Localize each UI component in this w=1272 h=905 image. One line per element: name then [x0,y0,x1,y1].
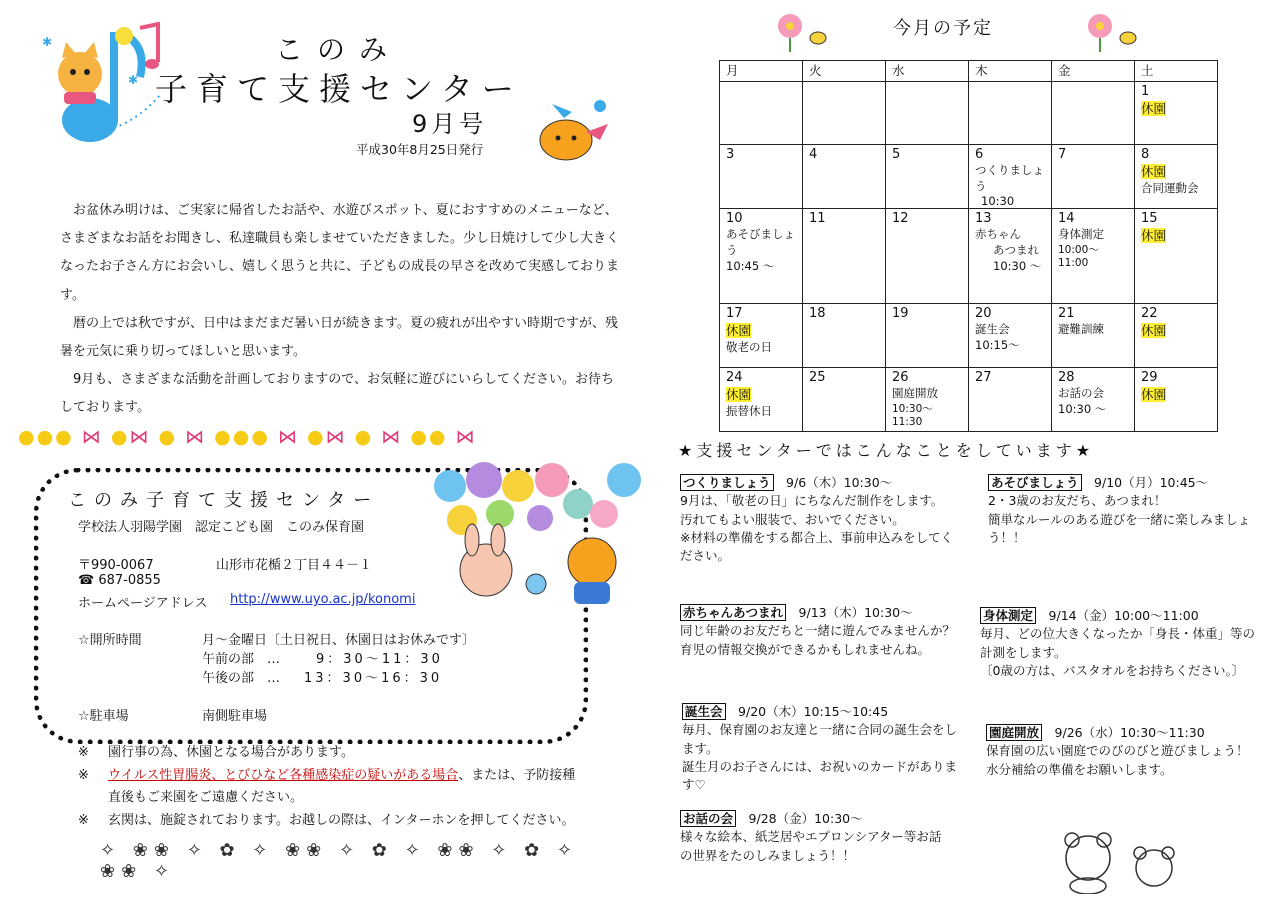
intro-paragraph: お盆休み明けは、ご実家に帰省したお話や、水遊びスポット、夏におすすめのメニューなど、さまざまなお話をお聞きし、私達職員も楽しませていただきました。少し日焼けして少し大きくなったお子さん方にお会いし、嬉しく思うと共に、子どもの成長の早さを改めて実感しております。 [60,203,620,303]
date: 3 [726,147,735,162]
activity-desc: 毎月、保育園のお友達と一緒に合同の誕生会をします。 [682,722,958,756]
calendar-cell [803,304,886,368]
activity-garden [986,724,1260,779]
note-mark: ※ [78,745,89,760]
event: 身体測定 [1058,227,1104,241]
date: 21 [1058,306,1075,321]
date: 8 [1141,147,1150,162]
activity-birthday [682,703,964,794]
activity-title: 園庭開放 [986,724,1042,741]
day-header: 火 [803,61,886,82]
calendar-cell [803,368,886,432]
calendar-cell [886,209,969,304]
calendar-table [719,60,1218,432]
closed-badge: 休園 [1141,101,1167,116]
activity-title: 誕生会 [682,703,726,720]
calendar-cell [1135,82,1218,145]
closed-badge: 休園 [1141,164,1167,179]
title-line1: このみ [275,33,402,66]
event: 振替休日 [726,404,772,418]
calendar-cell [803,82,886,145]
center-name: このみ子育て支援センター [68,490,380,511]
activity-desc: 同じ年齢のお友だちと一緒に遊んでみませんか？ [680,623,956,639]
activity-desc: 保育園の広い園庭でのびのびと遊びましょう！ [986,743,1249,759]
homepage-link[interactable]: http://www.uyo.ac.jp/konomi [230,592,416,607]
closed-badge: 休園 [1141,387,1167,402]
calendar-cell [720,304,803,368]
calendar-cell [969,304,1052,368]
activity-story [680,810,950,865]
event: あそびましょう [726,227,795,257]
intro-paragraph: 9月も、さまざまな活動を計画しておりますので、お気軽に遊びにいらしてください。お待ちしております。 [60,372,615,416]
date: 7 [1058,147,1067,162]
calendar-title: 今月の予定 [893,18,993,39]
date: 25 [809,370,826,385]
chick-ribbon-border: ●●● ⋈ ●⋈ ● ⋈ ●●● ⋈ ●⋈ ● ⋈ ●● ⋈ [18,426,477,448]
day-header: 水 [886,61,969,82]
bears-illustration [1046,828,1196,894]
center-phone: ☎ 687-0855 [78,573,161,588]
calendar-cell [1135,209,1218,304]
event: 避難訓練 [1058,322,1104,336]
flower-bee-icon [1082,8,1144,54]
hours-pm: 13：30～16：30 [304,671,443,686]
activity-desc: 〔0歳の方は、バスタオルをお持ちください。〕 [980,662,1245,678]
event: つくりましょう [975,163,1044,193]
closed-badge: 休園 [1141,323,1167,338]
activity-desc: 誕生月のお子さんには、お祝いのカードがあります♡ [682,758,958,793]
calendar-cell [886,145,969,209]
event-time: 10:30 ～ [1058,402,1107,416]
calendar-cell [1052,82,1135,145]
date: 1 [1141,84,1150,99]
calendar-cell [1052,209,1135,304]
date: 12 [892,211,909,226]
date: 11 [809,211,826,226]
calendar-cell [886,82,969,145]
activity-desc: 簡単なルールのある遊びを一緒に楽しみましょう！！ [988,511,1251,545]
activity-play [988,474,1260,547]
calendar-cell [720,209,803,304]
center-org: 学校法人羽陽学園 認定こども園 このみ保育園 [78,520,365,535]
date: 24 [726,370,743,385]
activity-baby [680,604,962,659]
date: 6 [975,147,984,162]
notes [78,742,638,832]
date: 17 [726,306,743,321]
activity-make [680,474,962,565]
flower-bee-icon [772,8,834,54]
date: 20 [975,306,992,321]
activity-title: 赤ちゃんあつまれ [680,604,786,621]
event: 赤ちゃん [975,227,1021,241]
closed-badge: 休園 [726,387,752,402]
balloon-animals-illustration [428,458,650,608]
note-mark: ※ [78,767,89,783]
calendar-cell [1052,145,1135,209]
activity-title: お話の会 [680,810,736,827]
activity-desc: 様々な絵本、紙芝居やエプロンシアター等お話の世界をたのしみましょう！！ [680,829,942,863]
date: 4 [809,147,818,162]
event: 誕生会 [975,322,1010,336]
day-header: 土 [1135,61,1218,82]
activity-title: 身体測定 [980,607,1036,624]
note-2-line2: 直後もご来園をご遠慮ください。 [108,790,304,805]
bird-illustration [532,98,620,164]
calendar-cell [969,368,1052,432]
calendar-cell [1135,304,1218,368]
date: 28 [1058,370,1075,385]
event: 園庭開放 [892,386,938,400]
calendar-cell [1052,368,1135,432]
calendar-cell [1052,304,1135,368]
day-header: 木 [969,61,1052,82]
date: 14 [1058,211,1075,226]
event: あつまれ [993,243,1039,257]
date: 19 [892,306,909,321]
parking-label: ☆駐車場 [78,709,129,724]
hours-label: ☆開所時間 [78,633,142,648]
published-date: 平成30年8月25日発行 [356,142,484,157]
date: 22 [1141,306,1158,321]
svg-text:✱: ✱ [128,73,139,87]
activity-desc: 育児の情報交換ができるかもしれませんね。 [680,641,931,657]
center-address: 山形市花楯２丁目４４－１ [216,558,373,573]
hours-am: 9：30～11：30 [316,652,443,667]
calendar-cell [720,82,803,145]
event-time: 10:30 ～ [993,259,1042,273]
day-header: 金 [1052,61,1135,82]
date: 18 [809,306,826,321]
calendar-cell [886,368,969,432]
event-time: 10:45 ～ [726,259,775,273]
activity-when: 9/20（木）10:15～10:45 [738,704,889,719]
homepage-label: ホームページアドレス [78,596,208,611]
date: 5 [892,147,901,162]
activity-when: 9/14（金）10:00～11:00 [1048,608,1199,623]
note-1: 園行事の為、休園となる場合があります。 [108,745,354,760]
calendar-cell [803,209,886,304]
center-postal: 〒990-0067 [78,558,154,573]
event: お話の会 [1058,386,1104,400]
hours-am-label: 午前の部 … [202,652,281,667]
date: 27 [975,370,992,385]
date: 26 [892,370,909,385]
calendar-cell [803,145,886,209]
closed-badge: 休園 [1141,228,1167,243]
calendar-cell [969,209,1052,304]
event-time: 10:00～11:00 [1058,244,1099,269]
activity-desc: 水分補給の準備をお願いします。 [986,761,1173,777]
activity-desc: ※材料の準備をする都合上、事前申込みをしてください。 [680,529,953,564]
calendar-cell [720,368,803,432]
parking: 南側駐車場 [202,709,268,724]
activities-heading: ★支援センターではこんなことをしています★ [678,441,1095,460]
date: 29 [1141,370,1158,385]
activity-desc: 9月は、「敬老の日」にちなんだ制作をします。 [680,493,944,509]
hours-days: 月～金曜日〔土日祝日、休園日はお休みです〕 [202,633,476,648]
activity-when: 9/6（木）10:30～ [786,475,893,490]
activity-desc: 汚れてもよい服装で、おいでください。 [680,511,905,527]
closed-badge: 休園 [726,323,752,338]
calendar-cell [969,145,1052,209]
issue-number: 9月号 [412,110,488,138]
note-mark: ※ [78,812,89,828]
hours-pm-label: 午後の部 … [202,671,281,686]
title-line2: 子育て支援センター [155,70,523,108]
activity-title: あそびましょう [988,474,1082,491]
event-time: 10:30～11:30 [892,403,933,428]
calendar-cell [969,82,1052,145]
day-header: 月 [720,61,803,82]
intro-paragraph: 暦の上では秋ですが、日中はまだまだ暑い日が続きます。夏の疲れが出やすい時期ですが、残暑を元気に乗り切ってほしいと思います。 [60,315,618,360]
note-3: 玄関は、施錠されております。お越しの際は、インターホンを押してください。 [108,812,575,828]
activity-desc: 2・3歳のお友だち、あつまれ！ [988,493,1167,509]
calendar-cell [1135,145,1218,209]
date: 13 [975,211,992,226]
note-2-warning: ウイルス性胃腸炎、とびひなど各種感染症の疑いがある場合 [108,767,459,783]
activity-when: 9/10（月）10:45～ [1094,475,1209,490]
activity-when: 9/13（木）10:30～ [798,605,913,620]
event-time: 10:15～ [975,338,1020,352]
activity-desc: 毎月、どの位大きくなったか「身長・体重」等の計測をします。 [980,626,1256,660]
calendar-cell [720,145,803,209]
activity-measure [980,607,1262,680]
date: 15 [1141,211,1158,226]
calendar-cell [1135,368,1218,432]
flower-border: ✧ ❀❀ ✧ ✿ ✧ ❀❀ ✧ ✿ ✧ ❀❀ ✧ ✿ ✧ ❀❀ ✧ [100,840,578,882]
event: 合同運動会 [1141,181,1199,195]
event: 敬老の日 [726,340,772,354]
date: 10 [726,211,743,226]
note-2-rest: 、または、予防接種 [458,767,576,783]
svg-text:✱: ✱ [42,35,53,49]
activity-title: つくりましょう [680,474,774,491]
calendar-cell [886,304,969,368]
event-time: 10:30 [981,194,1015,208]
activity-when: 9/26（水）10:30～11:30 [1054,725,1205,740]
activity-when: 9/28（金）10:30～ [748,811,863,826]
intro-text [60,197,620,423]
